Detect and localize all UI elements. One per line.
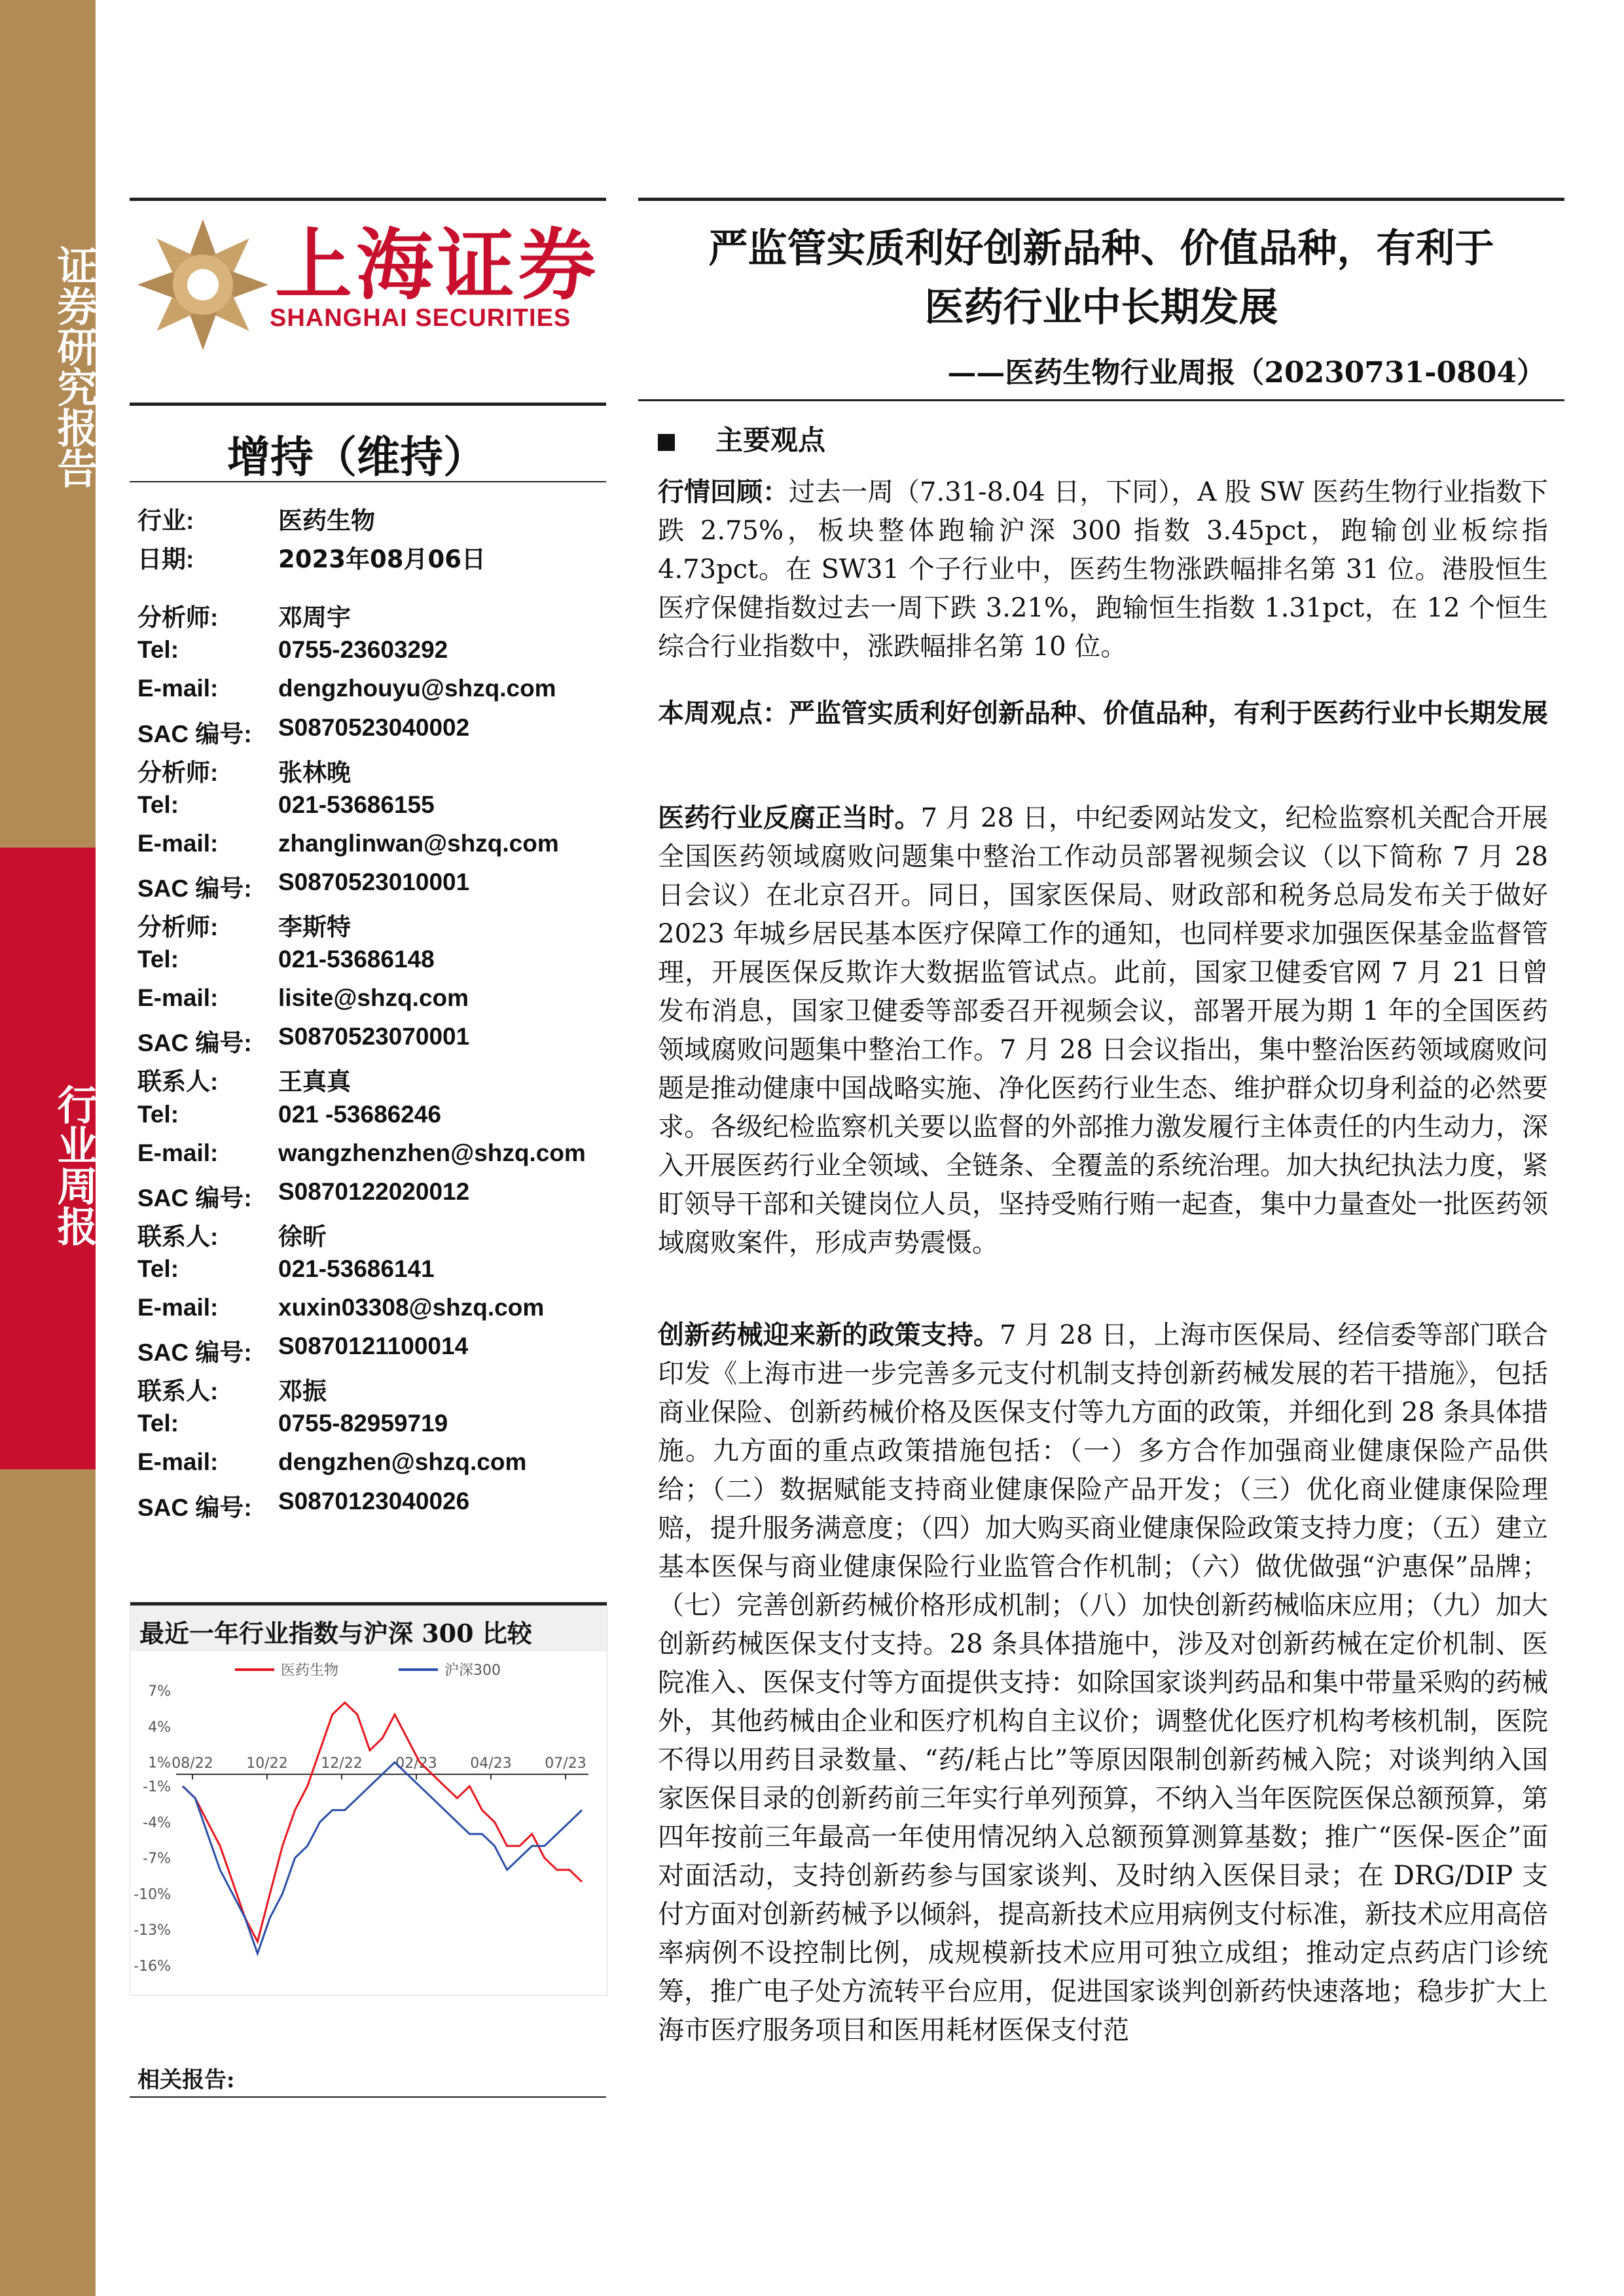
- paragraph-anti-corruption: [658, 798, 1548, 1263]
- info-value: 徐昕: [278, 1222, 327, 1251]
- info-label: E-mail:: [137, 1448, 219, 1476]
- info-label: Tel:: [137, 1410, 179, 1437]
- info-label: 分析师:: [137, 604, 219, 632]
- info-label: 分析师:: [137, 914, 219, 941]
- chart-header: [130, 1602, 607, 1651]
- logo-chinese-name: 上海证券: [275, 220, 600, 310]
- paragraph-lead: 行情回顾：: [658, 476, 789, 507]
- info-value: 张林晚: [278, 758, 351, 787]
- info-value: S0870121100014: [278, 1333, 469, 1360]
- square-bullet-icon: [658, 434, 675, 451]
- related-reports-label: 相关报告:: [137, 2067, 235, 2093]
- info-value: dengzhen@shzq.com: [278, 1448, 527, 1476]
- info-label: SAC 编号:: [137, 1339, 252, 1367]
- paragraph-policy-support: [658, 1316, 1548, 2050]
- info-value: 医药生物: [278, 507, 375, 535]
- info-value: 邓振: [278, 1377, 327, 1406]
- title-rule: [638, 399, 1564, 401]
- info-label: E-mail:: [137, 1139, 219, 1166]
- series-line: [183, 1763, 582, 1954]
- info-value: lisite@shzq.com: [278, 984, 469, 1012]
- info-label: 联系人:: [137, 1378, 219, 1405]
- y-tick-label: -16%: [134, 1958, 171, 1975]
- info-value: 李斯特: [278, 913, 351, 941]
- info-label: 行业:: [137, 507, 194, 534]
- y-tick-label: -7%: [143, 1850, 171, 1867]
- y-tick-label: -13%: [134, 1922, 171, 1939]
- index-comparison-chart: [130, 1602, 607, 1996]
- report-title-line1: 严监管实质利好创新品种、价值品种，有利于: [708, 226, 1494, 272]
- rating: 增持（维持）: [227, 431, 486, 482]
- paragraph-lead: 本周观点：严监管实质利好创新品种、价值品种，有利于医药行业中长期发展: [658, 698, 1548, 728]
- info-label: 联系人:: [137, 1223, 219, 1250]
- info-value: 021-53686141: [278, 1255, 435, 1282]
- logo-english-name: SHANGHAI SECURITIES: [270, 304, 571, 332]
- paragraph-lead: 创新药械迎来新的政策支持。: [658, 1319, 1000, 1350]
- info-value: 0755-82959719: [278, 1410, 448, 1437]
- shanghai-securities-logo-icon: [134, 216, 272, 353]
- chart-plot: [130, 1651, 607, 1992]
- info-value: S0870523070001: [278, 1023, 470, 1050]
- info-value: wangzhenzhen@shzq.com: [278, 1139, 586, 1166]
- paragraph-text: 过去一周（7.31-8.04 日，下同），A 股 SW 医药生物行业指数下跌 2.75%，板块整体跑输沪深 300 指数 3.45pct，跑输创业板综指 4.73pct。在 SW31 个子行业中，医药生物涨跌幅排名第 31 位。港股恒生医疗保健指数过去一周下跌 3.21%，跑输恒生指数 1.31pct，在 12 个恒生综合行业指数中，涨跌幅排名第 10 位。: [658, 477, 1549, 662]
- info-label: SAC 编号:: [137, 1030, 252, 1057]
- paragraph-lead: 医药行业反腐正当时。: [658, 802, 921, 833]
- info-label: SAC 编号:: [137, 720, 252, 747]
- y-tick-label: 1%: [148, 1755, 171, 1772]
- y-tick-label: 7%: [148, 1683, 171, 1700]
- info-label: 联系人:: [137, 1068, 219, 1096]
- info-value: 邓周宇: [278, 603, 351, 632]
- info-label: 日期:: [137, 546, 194, 573]
- info-label: E-mail:: [137, 1294, 219, 1321]
- info-value: dengzhouyu@shzq.com: [278, 675, 556, 702]
- paragraph-market-review: [658, 473, 1548, 666]
- info-label: SAC 编号:: [137, 874, 252, 902]
- info-value: S0870523010001: [278, 868, 470, 895]
- logo-rule: [130, 403, 606, 406]
- info-label: Tel:: [137, 1255, 179, 1282]
- sidebar-middle-label: 行业周报: [50, 1084, 98, 1246]
- main-points-heading: [658, 419, 825, 458]
- info-value: 021-53686155: [278, 791, 435, 818]
- x-tick-label: 08/22: [171, 1755, 213, 1772]
- info-value: S0870523040002: [278, 713, 470, 741]
- info-label: 分析师:: [137, 759, 219, 786]
- info-label: E-mail:: [137, 675, 219, 702]
- y-tick-label: -10%: [134, 1886, 171, 1903]
- paragraph-text: 7 月 28 日，中纪委网站发文，纪检监察机关配合开展全国医药领域腐败问题集中整治工作动员部署视频会议（以下简称 7 月 28 日会议）在北京召开。同日，国家医保局、财政部和税务总局发布关于做好 2023 年城乡居民基本医疗保障工作的通知，也同样要求加强医保基金监督管理，开展医保反欺诈大数据监管试点。此前，国家卫健委官网 7 月 21 日曾发布消息，国家卫健委等部委召开视频会议，部署开展为期 1 年的全国医药领域腐败问题集中整治工作。7 月 28 日会议指出，集中整治医药领域腐败问题是推动健康中国战略实施、净化医药行业生态、维护群众切身利益的必然要求。各级纪检监察机关要以监督的外部推力激发履行主体责任的内生动力，深入开展医药行业全领域、全链条、全覆盖的系统治理。加大执纪执法力度，紧盯领导干部和关键岗位人员，坚持受贿行贿一起查，集中力量查处一批医药领域腐败案件，形成声势震慑。: [658, 803, 1548, 1258]
- legend-label: 医药生物: [281, 1662, 339, 1679]
- info-value: S0870123040026: [278, 1487, 470, 1515]
- info-label: Tel:: [137, 636, 179, 664]
- info-value: 021-53686148: [278, 946, 435, 973]
- info-value: 王真真: [278, 1067, 351, 1096]
- info-label: Tel:: [137, 1100, 179, 1128]
- info-value: zhanglinwan@shzq.com: [278, 829, 559, 857]
- legend-label: 沪深300: [444, 1662, 501, 1679]
- sidebar-top-label: 证券研究报告: [50, 245, 98, 488]
- x-tick-label: 02/23: [395, 1755, 437, 1772]
- x-tick-label: 07/23: [545, 1755, 586, 1772]
- info-value: xuxin03308@shzq.com: [278, 1294, 545, 1321]
- report-title-line2: 医药行业中长期发展: [924, 285, 1278, 331]
- info-value: S0870122020012: [278, 1177, 470, 1205]
- info-value: 0755-23603292: [278, 636, 448, 664]
- info-label: Tel:: [137, 946, 179, 973]
- info-label: Tel:: [137, 791, 179, 818]
- info-value: 021 -53686246: [278, 1100, 441, 1128]
- y-tick-label: -1%: [143, 1779, 171, 1796]
- info-label: E-mail:: [137, 984, 219, 1012]
- paragraph-weekly-view: [658, 694, 1548, 733]
- x-tick-label: 12/22: [321, 1755, 363, 1772]
- info-label: SAC 编号:: [137, 1494, 252, 1521]
- series-line: [183, 1702, 582, 1941]
- info-value: 2023年08月06日: [278, 545, 486, 574]
- chart-title: 最近一年行业指数与沪深 300 比较: [139, 1619, 532, 1648]
- related-reports-rule: [130, 2096, 606, 2098]
- header-rule-left: [130, 198, 606, 201]
- y-tick-label: 4%: [148, 1719, 171, 1736]
- main-points-label: 主要观点: [715, 424, 826, 456]
- info-label: SAC 编号:: [137, 1184, 252, 1211]
- header-rule-right: [638, 198, 1564, 201]
- x-tick-label: 10/22: [246, 1755, 288, 1772]
- report-subtitle: ——医药生物行业周报（20230731-0804）: [947, 356, 1545, 389]
- x-tick-label: 04/23: [470, 1755, 512, 1772]
- y-tick-label: -4%: [143, 1814, 171, 1831]
- paragraph-text: 7 月 28 日，上海市医保局、经信委等部门联合印发《上海市进一步完善多元支付机制支持创新药械发展的若干措施》，包括商业保险、创新药械价格及医保支付等九方面的政策，并细化到 28 条具体措施。九方面的重点政策措施包括：（一）多方合作加强商业健康保险产品供给；（二）数据赋能支持商业健康保险产品开发；（三）优化商业健康保险理赔，提升服务满意度；（四）加大购买商业健康保险政策支持力度；（五）建立基本医保与商业健康保险行业监管合作机制；（六）做优做强“沪惠保”品牌；（七）完善创新药械价格形成机制；（八）加快创新药械临床应用；（九）加大创新药械医保支付支持。28 条具体措施中，涉及对创新药械在定价机制、医院准入、医保支付等方面提供支持：如除国家谈判药品和集中带量采购的药械外，其他药械由企业和医疗机构自主议价；调整优化医疗机构考核机制，医院不得以用药目录数量、“药/耗占比”等原因限制创新药械入院；对谈判纳入国家医保目录的创新药前三年实行单列预算，不纳入当年医院医保总额预算，第四年按前三年最高一年使用情况纳入总额预算测算基数；推广“医保-医企”面对面活动，支持创新药参与国家谈判、及时纳入医保目录；在 DRG/DIP 支付方面对创新药械予以倾斜，提高新技术应用病例支付标准，新技术应用高倍率病例不设控制比例，成规模新技术应用可独立成组；推动定点药店门诊统筹，推广电子处方流转平台应用，促进国家谈判创新药快速落地；稳步扩大上海市医疗服务项目和医用耗材医保支付范: [658, 1320, 1548, 2045]
- info-label: E-mail:: [137, 829, 219, 857]
